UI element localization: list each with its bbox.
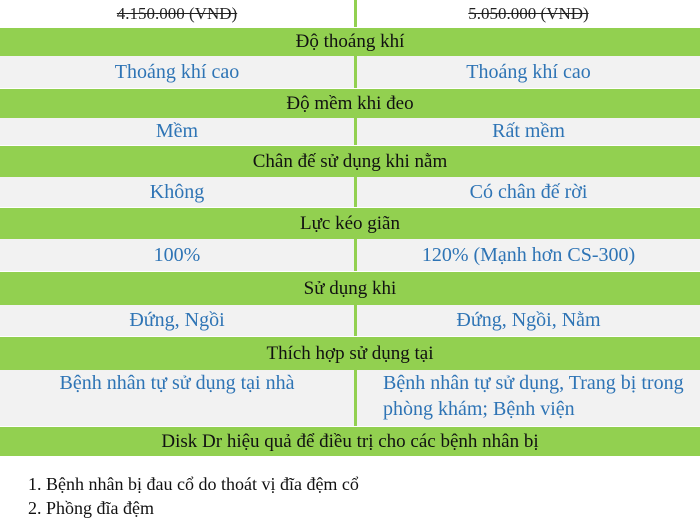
right-value: Thoáng khí cao bbox=[357, 56, 700, 88]
section-header: Chân đế sử dụng khi nằm bbox=[0, 145, 700, 177]
right-value: 120% (Mạnh hơn CS-300) bbox=[357, 239, 700, 271]
condition-list bbox=[0, 462, 700, 525]
section-header: Độ mềm khi đeo bbox=[0, 88, 700, 118]
right-value: Có chân đế rời bbox=[357, 177, 700, 207]
left-value: Bệnh nhân tự sử dụng tại nhà bbox=[0, 370, 357, 426]
section-row bbox=[0, 239, 700, 271]
price-left: 4.150.000 (VNĐ) bbox=[116, 3, 238, 23]
left-value: Đứng, Ngồi bbox=[0, 305, 357, 336]
section-row bbox=[0, 370, 700, 426]
right-value: Bệnh nhân tự sử dụng, Trang bị trong phòng khám; Bệnh viện bbox=[357, 370, 700, 426]
price-row bbox=[0, 0, 700, 27]
final-section-header: Disk Dr hiệu quả để điều trị cho các bệnh nhân bị bbox=[0, 426, 700, 456]
section-row bbox=[0, 118, 700, 145]
left-value: Không bbox=[0, 177, 357, 207]
section-header: Độ thoáng khí bbox=[0, 27, 700, 56]
section-header: Lực kéo giãn bbox=[0, 207, 700, 239]
section-header: Sử dụng khi bbox=[0, 271, 700, 305]
left-value: Thoáng khí cao bbox=[0, 56, 357, 88]
list-item: 1. Bệnh nhân bị đau cổ do thoát vị đĩa đệm cổ bbox=[28, 474, 359, 494]
price-left-cell bbox=[0, 0, 357, 27]
price-right-cell bbox=[357, 0, 700, 27]
left-value: Mềm bbox=[0, 118, 357, 145]
section-row bbox=[0, 177, 700, 207]
list-item: 2. Phồng đĩa đệm bbox=[28, 498, 154, 518]
right-value: Rất mềm bbox=[357, 118, 700, 145]
section-header: Thích hợp sử dụng tại bbox=[0, 336, 700, 370]
left-value: 100% bbox=[0, 239, 357, 271]
section-row bbox=[0, 56, 700, 88]
right-value: Đứng, Ngồi, Nằm bbox=[357, 305, 700, 336]
price-right: 5.050.000 (VNĐ) bbox=[468, 3, 589, 23]
section-row bbox=[0, 305, 700, 336]
